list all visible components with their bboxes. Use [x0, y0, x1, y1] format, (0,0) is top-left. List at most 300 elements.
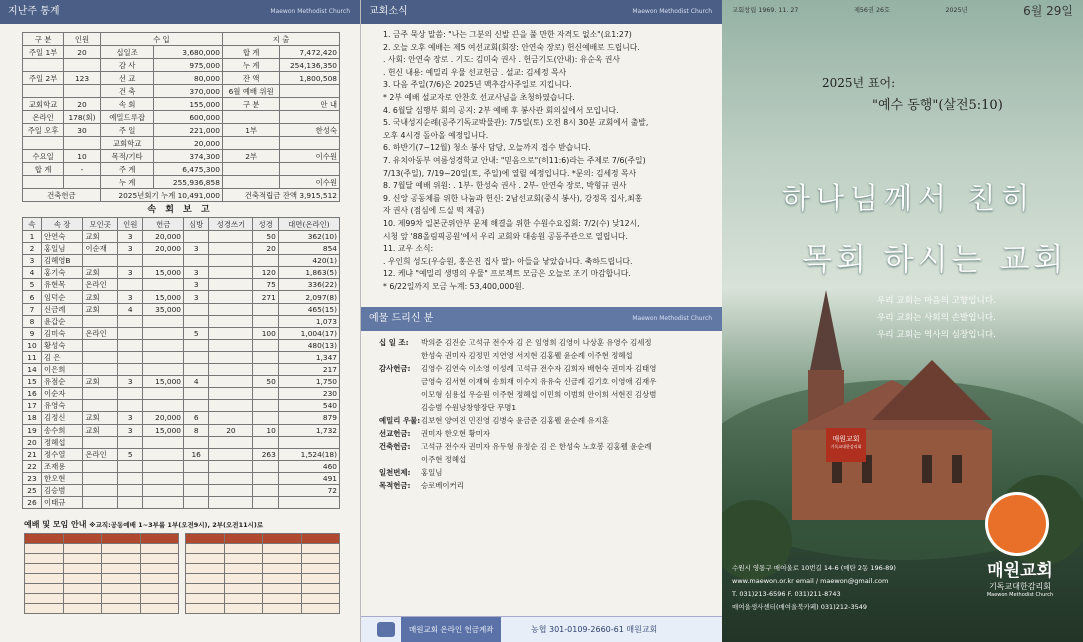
finance-cell — [222, 137, 279, 150]
attendance-cell: 35,000 — [143, 303, 184, 315]
attendance-cell — [143, 351, 184, 363]
statistics-column — [0, 0, 360, 642]
attendance-cell: 김혜영B — [41, 255, 82, 267]
attendance-row — [23, 472, 340, 484]
attendance-cell — [253, 484, 278, 496]
attendance-cell: 3 — [118, 412, 143, 424]
attendance-cell: 1,750 — [278, 376, 339, 388]
attendance-cell — [143, 472, 184, 484]
attendance-cell: 김 은 — [41, 351, 82, 363]
attendance-cell — [118, 351, 143, 363]
attendance-cell — [253, 388, 278, 400]
finance-row — [23, 150, 340, 163]
attendance-cell: 3 — [118, 376, 143, 388]
church-sign-sub: 기독교대한감리회 — [830, 444, 862, 449]
attendance-cell: 온라인 — [83, 279, 118, 291]
finance-cell: 6월 예배 위원 — [222, 85, 279, 98]
news-item: 3. 다음 주일(7/6)은 2025년 맥추감사주일로 지킵니다. — [383, 80, 572, 90]
attendance-cell: 교회 — [83, 376, 118, 388]
attendance-cell: 15,000 — [143, 424, 184, 436]
attendance-cell — [184, 339, 209, 351]
attendance-cell — [118, 364, 143, 376]
finance-cell: 255,936,858 — [154, 176, 223, 189]
attendance-cell: 420(1) — [278, 255, 339, 267]
telephone: T. 031)213-6596 F. 031)211-8743 — [732, 590, 841, 598]
finance-cell: 254,136,350 — [280, 59, 340, 72]
finance-table — [22, 32, 340, 202]
finance-section — [0, 24, 360, 202]
building-label: 건축헌금 — [23, 189, 101, 202]
attendance-row — [23, 303, 340, 315]
attendance-cell — [143, 400, 184, 412]
offering-names: 김보현 양여진 민진영 김병숙 윤금준 김홍웰 윤순례 유지훈 — [421, 416, 609, 426]
church-icon — [377, 622, 395, 637]
finance-cell — [280, 85, 340, 98]
finance-cell: 20,000 — [154, 137, 223, 150]
finance-cell: 1,800,508 — [280, 72, 340, 85]
attendance-cell: 22 — [23, 460, 42, 472]
attendance-section — [0, 217, 360, 509]
attendance-cell — [209, 364, 253, 376]
attendance-cell — [83, 388, 118, 400]
attendance-row — [23, 267, 340, 279]
finance-cell — [222, 163, 279, 176]
offering-type: 선교헌금: — [379, 429, 411, 439]
church-sign-text: 매원교회 — [832, 435, 860, 443]
attendance-head-cell: 헌금 — [143, 218, 184, 231]
news-item: . 사회: 안연숙 장로 . 기도: 김미숙 권사 . 헌금기도(안내): 유순옥 권사 — [383, 55, 620, 65]
news-item: 8. 7월달 예배 위원: . 1부- 한성숙 권사 . 2부- 안연숙 장로, 박형규 권사 — [383, 181, 627, 191]
attendance-row — [23, 460, 340, 472]
attendance-cell: 11 — [23, 351, 42, 363]
statistics-header — [0, 0, 360, 24]
finance-cell: 7,472,420 — [280, 46, 340, 59]
attendance-cell: 신금례 — [41, 303, 82, 315]
attendance-cell: 19 — [23, 424, 42, 436]
attendance-cell: 윤갑순 — [41, 315, 82, 327]
fin-head-2: 인원 — [64, 33, 101, 46]
attendance-cell: 교회 — [83, 267, 118, 279]
finance-cell — [64, 137, 101, 150]
finance-cell: 십일조 — [100, 46, 154, 59]
offering-type — [379, 453, 421, 466]
attendance-cell: 10 — [253, 424, 278, 436]
attendance-cell — [209, 460, 253, 472]
finance-cell — [280, 163, 340, 176]
finance-cell: 주 일 — [100, 124, 154, 137]
attendance-cell — [143, 497, 184, 509]
news-item: 9. 신앙 공동체를 위한 나눔과 헌신: 2남선교회(중식 봉사), 강정목 집사,최홍 — [383, 193, 643, 203]
finance-cell — [23, 85, 64, 98]
attendance-row — [23, 497, 340, 509]
attendance-head — [23, 218, 340, 231]
finance-cell: 주 계 — [100, 163, 154, 176]
attendance-cell: 3 — [118, 267, 143, 279]
attendance-cell — [143, 279, 184, 291]
offering-names: 승로베이커리 — [421, 481, 464, 491]
offering-names: 이주현 정혜섭 — [421, 455, 467, 465]
news-column — [360, 0, 722, 642]
finance-cell — [23, 59, 64, 72]
offering-row — [379, 427, 712, 440]
finance-cell: - — [64, 163, 101, 176]
offering-list — [361, 331, 722, 492]
attendance-cell: 교회 — [83, 291, 118, 303]
attendance-cell — [253, 315, 278, 327]
attendance-cell — [209, 267, 253, 279]
attendance-row — [23, 388, 340, 400]
attendance-cell: 460 — [278, 460, 339, 472]
calligraphy-line-1: 하나님께서 친히 — [782, 181, 1036, 215]
finance-cell — [64, 59, 101, 72]
offering-row — [379, 362, 712, 375]
attendance-cell — [209, 243, 253, 255]
finance-row — [23, 98, 340, 111]
attendance-cell: 336(22) — [278, 279, 339, 291]
news-header — [361, 0, 722, 24]
attendance-cell — [209, 351, 253, 363]
news-item: 5. 국내성지순례(공주기독교박물관): 7/5일(토) 오전 8시 30분 교회에서 출발, — [383, 118, 649, 128]
attendance-cell: 임덕순 — [41, 291, 82, 303]
attendance-cell: 3 — [118, 424, 143, 436]
finance-cell: 교회학교 — [100, 137, 154, 150]
finance-cell: 이수원 — [280, 150, 340, 163]
attendance-cell: 2 — [23, 243, 42, 255]
attendance-cell: 이태규 — [41, 497, 82, 509]
attendance-cell — [184, 388, 209, 400]
attendance-row — [23, 279, 340, 291]
attendance-cell — [184, 497, 209, 509]
attendance-cell: 263 — [253, 448, 278, 460]
slogan-2: 우리 교회는 사회의 손발입니다. — [877, 313, 996, 323]
attendance-cell: 20 — [23, 436, 42, 448]
attendance-cell — [253, 472, 278, 484]
offering-row — [379, 440, 712, 453]
attendance-cell — [83, 315, 118, 327]
website: www.maewon.or.kr email / maewon@gmail.com — [732, 577, 889, 585]
finance-cell: 374,300 — [154, 150, 223, 163]
attendance-cell — [143, 315, 184, 327]
attendance-head-cell: 모인곳 — [83, 218, 118, 231]
attendance-cell — [118, 497, 143, 509]
attendance-cell — [184, 436, 209, 448]
meeting-table-1 — [24, 533, 179, 614]
attendance-cell: 7 — [23, 303, 42, 315]
attendance-cell — [184, 315, 209, 327]
attendance-cell — [118, 400, 143, 412]
attendance-cell — [209, 497, 253, 509]
motto-text: "예수 동행"(살전5:10) — [872, 98, 1003, 113]
attendance-cell — [118, 327, 143, 339]
attendance-cell — [209, 279, 253, 291]
statistics-subtitle: Maewon Methodist Church — [270, 8, 350, 15]
attendance-head-cell: 인원 — [118, 218, 143, 231]
attendance-cell — [184, 364, 209, 376]
logo-english: Maewon Methodist Church — [986, 592, 1054, 598]
attendance-cell — [184, 303, 209, 315]
attendance-cell: 1,524(18) — [278, 448, 339, 460]
attendance-cell: 6 — [184, 412, 209, 424]
attendance-cell: 15 — [23, 376, 42, 388]
attendance-head-cell: 속 — [23, 218, 42, 231]
finance-cell: 6,475,300 — [154, 163, 223, 176]
offering-names: 홍일님 — [421, 468, 443, 478]
attendance-cell: 3 — [184, 267, 209, 279]
news-item: * 2부 예배 설교자로 안찬호 선교사님을 초청하였습니다. — [383, 92, 575, 102]
bank-bar — [361, 616, 722, 642]
attendance-cell: 50 — [253, 231, 278, 243]
finance-cell: 이수원 — [280, 176, 340, 189]
calligraphy-line-2: 목회 하시는 교회 — [802, 242, 1068, 278]
news-item: 2. 오늘 오후 예배는 제5 여선교회(회장: 안연숙 장로) 헌신예배로 드립니다. — [383, 42, 640, 52]
attendance-cell — [253, 497, 278, 509]
attendance-cell: 20,000 — [143, 243, 184, 255]
attendance-cell: 879 — [278, 412, 339, 424]
finance-row — [23, 72, 340, 85]
attendance-head-cell: 성경쓰기 — [209, 218, 253, 231]
finance-row — [23, 46, 340, 59]
finance-cell: 20 — [64, 98, 101, 111]
attendance-cell — [278, 497, 339, 509]
finance-cell — [64, 176, 101, 189]
finance-cell: 주일 오후 — [23, 124, 64, 137]
issue-date: 6월 29일 — [1023, 4, 1073, 18]
attendance-cell: 김승범 — [41, 484, 82, 496]
attendance-cell: 3 — [184, 243, 209, 255]
offering-names: 고석규 전수자 권미자 유두형 유정순 김 은 한성숙 노호봉 김홍웰 윤순례 — [421, 442, 652, 452]
offering-row — [379, 401, 712, 414]
finance-cell: 예밀드루잡 — [100, 111, 154, 124]
attendance-cell — [253, 351, 278, 363]
finance-cell: 1부 — [222, 124, 279, 137]
attendance-cell: 10 — [23, 339, 42, 351]
finance-cell: 건 축 — [100, 85, 154, 98]
attendance-cell: 온라인 — [83, 327, 118, 339]
finance-cell — [23, 137, 64, 150]
attendance-row — [23, 291, 340, 303]
attendance-cell — [143, 327, 184, 339]
offering-row — [379, 349, 712, 362]
offering-names: 한성숙 권미자 김정민 지연영 서지현 김홍웰 윤순례 이주현 정혜섭 — [421, 351, 633, 361]
finance-cell: 10 — [64, 150, 101, 163]
offering-names: 권미자 한오현 황미자 — [421, 429, 490, 439]
offering-type: 감사헌금: — [379, 364, 411, 374]
attendance-cell: 1,863(5) — [278, 267, 339, 279]
building-value: 2025년회기 누계 10,491,000 — [100, 189, 222, 202]
attendance-cell: 100 — [253, 327, 278, 339]
attendance-cell — [83, 497, 118, 509]
attendance-cell — [278, 436, 339, 448]
attendance-cell: 491 — [278, 472, 339, 484]
attendance-cell: 271 — [253, 291, 278, 303]
attendance-body — [23, 231, 340, 509]
attendance-cell: 3 — [23, 255, 42, 267]
attendance-cell: 홍기숙 — [41, 267, 82, 279]
attendance-cell — [83, 460, 118, 472]
attendance-cell: 217 — [278, 364, 339, 376]
attendance-cell: 3 — [118, 291, 143, 303]
fin-head-3: 수 입 — [100, 33, 222, 46]
attendance-cell: 9 — [23, 327, 42, 339]
finance-cell: 221,000 — [154, 124, 223, 137]
attendance-cell: 26 — [23, 497, 42, 509]
attendance-cell: 교회 — [83, 303, 118, 315]
attendance-cell: 480(13) — [278, 339, 339, 351]
attendance-cell: 23 — [23, 472, 42, 484]
attendance-cell — [118, 436, 143, 448]
finance-cell: 80,000 — [154, 72, 223, 85]
offering-names: 이모형 심용섭 우승원 이주현 정혜섭 이민희 이범희 안이희 서현진 김상범 — [421, 390, 657, 400]
founded-date: 교회창립 1969. 11. 27 — [732, 7, 799, 14]
attendance-cell — [209, 231, 253, 243]
logo-block — [968, 556, 1072, 598]
attendance-cell — [118, 484, 143, 496]
attendance-cell — [143, 448, 184, 460]
attendance-row — [23, 339, 340, 351]
news-item: * 6/22일까지 모금 누계: 53,400,000원. — [383, 281, 525, 291]
attendance-cell: 송수희 — [41, 424, 82, 436]
church-logo-icon — [988, 495, 1046, 553]
address: 수원시 영통구 매여울로 10번길 14-6 (매탄 2동 196-89) — [732, 564, 896, 572]
attendance-row — [23, 412, 340, 424]
issue-year: 2025년 — [945, 7, 968, 14]
attendance-cell: 854 — [278, 243, 339, 255]
building-reserve: 건축적립금 잔액 3,915,512 — [222, 189, 339, 202]
attendance-cell: 교회 — [83, 412, 118, 424]
offering-type — [379, 349, 421, 362]
attendance-cell: 정혜섭 — [41, 436, 82, 448]
attendance-cell: 20 — [209, 424, 253, 436]
attendance-cell: 4 — [23, 267, 42, 279]
attendance-cell — [143, 339, 184, 351]
attendance-cell: 조재용 — [41, 460, 82, 472]
attendance-cell: 유영숙 — [41, 400, 82, 412]
news-item: 오후 4시경 돌아올 예정입니다. — [383, 130, 489, 140]
bank-label: 매원교회 온라인 헌금계좌 — [401, 617, 501, 642]
attendance-row — [23, 400, 340, 412]
attendance-cell: 정수열 — [41, 448, 82, 460]
news-item: 10. 제99차 일본군위안부 문제 해결을 위한 수원수요집회: 7/2(수) 낮12시, — [383, 218, 640, 228]
attendance-cell: 50 — [253, 376, 278, 388]
attendance-table — [22, 217, 340, 509]
slogan-1: 우리 교회는 마음의 고향입니다. — [877, 296, 996, 306]
attendance-cell — [253, 436, 278, 448]
attendance-cell: 18 — [23, 412, 42, 424]
attendance-cell: 교회 — [83, 231, 118, 243]
issue-info — [732, 5, 1073, 19]
offering-names: 금영숙 김서현 이재혁 송희재 이수지 유유숙 신금례 김기호 이영애 김재우 — [421, 377, 657, 387]
finance-cell: 잔 액 — [222, 72, 279, 85]
offering-subtitle: Maewon Methodist Church — [632, 315, 712, 323]
news-item: 12. 케냐 "예밀리 생명의 우물" 프로젝트 모금은 오늘로 조기 마감합니다. — [383, 269, 631, 279]
attendance-cell: 15,000 — [143, 376, 184, 388]
meeting-table-2 — [185, 533, 340, 614]
attendance-cell: 김정신 — [41, 412, 82, 424]
attendance-row — [23, 376, 340, 388]
attendance-head-cell: 성경 — [253, 218, 278, 231]
finance-cell — [64, 85, 101, 98]
attendance-cell — [143, 388, 184, 400]
news-item: 7. 유치아동부 여름성경학교 안내: "믿음으로"(히11:6)라는 주제로 7/6(주일) — [383, 155, 646, 165]
attendance-cell — [83, 484, 118, 496]
attendance-cell: 3 — [118, 231, 143, 243]
attendance-cell: 홍일님 — [41, 243, 82, 255]
finance-cell: 구 분 — [222, 98, 279, 111]
finance-cell: 370,000 — [154, 85, 223, 98]
attendance-cell: 75 — [253, 279, 278, 291]
fin-head-1: 구 분 — [23, 33, 64, 46]
attendance-cell: 유현목 — [41, 279, 82, 291]
attendance-title: 속 회 보 고 — [147, 205, 213, 215]
attendance-cell: 1,347 — [278, 351, 339, 363]
meeting-title: 예배 및 모임 안내 — [24, 520, 87, 530]
attendance-cell: 25 — [23, 484, 42, 496]
finance-cell: 주일 1부 — [23, 46, 64, 59]
finance-cell: 누 계 — [222, 59, 279, 72]
attendance-head-cell: 심방 — [184, 218, 209, 231]
finance-cell: 합 계 — [222, 46, 279, 59]
attendance-cell: 온라인 — [83, 448, 118, 460]
news-item: . 헌신 내용: 예밀리 우물 선교헌금 . 설교: 김세정 목사 — [383, 67, 567, 77]
attendance-cell: 17 — [23, 400, 42, 412]
finance-cell: 목적/기타 — [100, 150, 154, 163]
attendance-cell: 72 — [278, 484, 339, 496]
attendance-cell — [143, 436, 184, 448]
finance-cell: 3,680,000 — [154, 46, 223, 59]
finance-cell: 합 계 — [23, 163, 64, 176]
offering-title: 예물 드리신 분 — [369, 313, 434, 325]
attendance-row — [23, 351, 340, 363]
offering-type: 건축헌금: — [379, 442, 411, 452]
finance-cell: 감 사 — [100, 59, 154, 72]
attendance-cell: 한오현 — [41, 472, 82, 484]
attendance-cell — [209, 484, 253, 496]
meeting-tables — [0, 530, 360, 614]
finance-cell — [222, 176, 279, 189]
offering-type: 예밀리 우물: — [379, 416, 421, 426]
attendance-cell: 유점순 — [41, 376, 82, 388]
attendance-cell — [184, 460, 209, 472]
attendance-cell — [209, 436, 253, 448]
attendance-cell — [83, 436, 118, 448]
attendance-cell — [253, 255, 278, 267]
offering-names: 박의준 김진순 고석규 전수자 김 은 임영희 김영이 나상훈 유영수 김세정 — [421, 338, 652, 348]
attendance-cell — [118, 339, 143, 351]
news-item: 6. 하반기(7~12월) 청소 봉사 담당, 오늘까지 접수 받습니다. — [383, 143, 591, 153]
finance-cell — [280, 111, 340, 124]
attendance-cell — [253, 303, 278, 315]
attendance-cell — [83, 351, 118, 363]
news-item: 7/13(주일), 7/19~20일(토, 주일)에 열릴 예정입니다. *문의: 김세정 목사 — [383, 168, 637, 178]
attendance-row — [23, 231, 340, 243]
offering-type — [379, 401, 421, 414]
issue-number: 제56권 26호 — [853, 7, 891, 14]
attendance-cell — [118, 279, 143, 291]
attendance-cell: 15,000 — [143, 291, 184, 303]
motto-label: 2025년 표어: — [822, 76, 896, 90]
attendance-row — [23, 484, 340, 496]
attendance-cell: 5 — [118, 448, 143, 460]
offering-header — [361, 307, 722, 331]
news-item: 4. 6월달 심행부 회의 공지: 2부 예배 후 봉사관 회의실에서 모입니다. — [383, 105, 619, 115]
finance-cell: 교회학교 — [23, 98, 64, 111]
attendance-cell — [253, 412, 278, 424]
attendance-cell: 이순자 — [41, 388, 82, 400]
attendance-cell — [118, 460, 143, 472]
attendance-cell: 120 — [253, 267, 278, 279]
attendance-cell — [118, 472, 143, 484]
finance-cell: 155,000 — [154, 98, 223, 111]
